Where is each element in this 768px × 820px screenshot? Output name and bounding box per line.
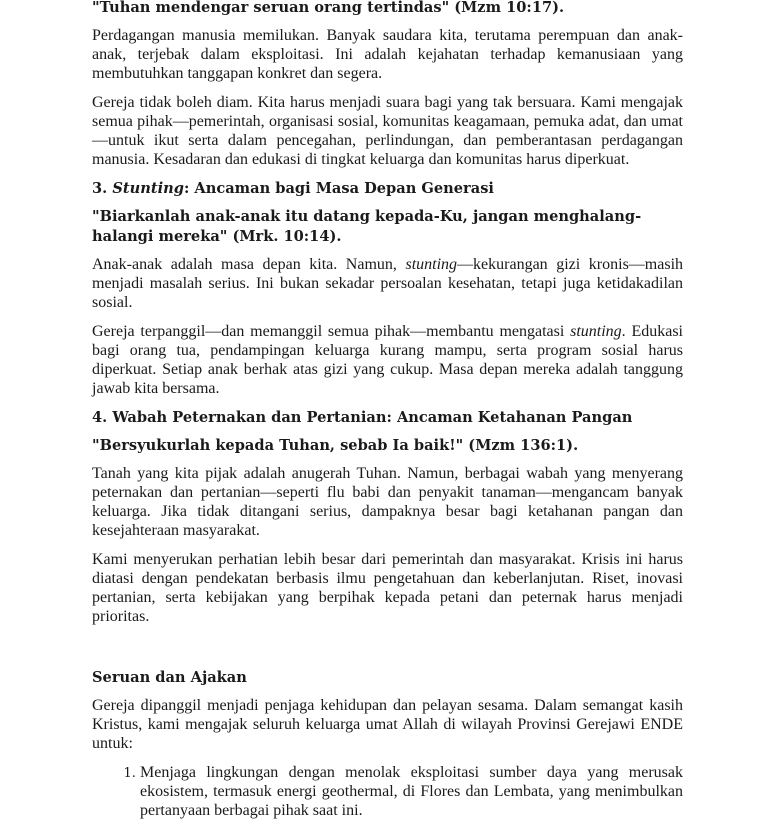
heading-italic: Stunting — [112, 180, 184, 197]
paragraph: Tanah yang kita pijak adalah anugerah Tuhan. Namun, berbagai wabah yang menyerang peternakan dan pertanian—seperti flu babi dan penyakit tanaman—mengancam banyak keluarga. Jika tidak ditangani serius, dampaknya besar bagi ketahanan pangan dan kesejahteraan masyarakat. — [92, 465, 683, 539]
paragraph: Perdagangan manusia memilukan. Banyak saudara kita, terutama perempuan dan anak-anak, terjebak dalam eksploitasi. Ini adalah kejahatan terhadap kemanusiaan yang membutuhkan tanggapan konkret dan segera. — [92, 27, 683, 82]
section-heading-stunting — [92, 179, 683, 199]
italic-text: stunting — [405, 256, 458, 273]
text: —kekurangan gizi kronis—masih menjadi masalah serius. Ini bukan sekadar persoalan kesehatan, tetapi juga ketidakadilan sosial. — [92, 256, 684, 311]
numbered-list — [92, 763, 683, 820]
paragraph: Gereja dipanggil menjadi penjaga kehidupan dan pelayan sesama. Dalam semangat kasih Kristus, kami mengajak seluruh keluarga umat Allah di wilayah Provinsi Gerejawi ENDE untuk: — [92, 697, 683, 752]
scripture-quote: "Bersyukurlah kepada Tuhan, sebab Ia baik!" (Mzm 136:1). — [92, 437, 579, 454]
section-heading-wabah: 4. Wabah Peternakan dan Pertanian: Ancaman Ketahanan Pangan — [92, 409, 633, 426]
list-item: 1. Menjaga lingkungan dengan menolak eksploitasi sumber daya yang merusak ekosistem, termasuk energi geothermal, di Flores dan Lembata, yang menimbulkan pertanyaan berbagai pihak saat ini. — [140, 763, 683, 820]
document-page — [92, 0, 683, 820]
text: . Edukasi bagi orang tua, pendampingan keluarga kurang mampu, serta program sosial harus diperkuat. Setiap anak berhak atas gizi yang cukup. Masa depan mereka adalah tanggung jawab kita bersama. — [92, 323, 683, 397]
paragraph — [92, 255, 683, 312]
scripture-quote: "Biarkanlah anak-anak itu datang kepada-Ku, jangan menghalang-halangi mereka" (Mrk. 10:14). — [92, 208, 642, 245]
paragraph: Kami menyerukan perhatian lebih besar dari pemerintah dan masyarakat. Krisis ini harus diatasi dengan pendekatan berbasis ilmu pengetahuan dan keberlanjutan. Riset, inovasi pertanian, serta kebijakan yang berpihak kepada petani dan peternak harus menjadi prioritas. — [92, 551, 683, 625]
heading-rest: : Ancaman bagi Masa Depan Generasi — [183, 180, 494, 197]
scripture-quote: "Tuhan mendengar seruan orang tertindas" (Mzm 10:17). — [92, 0, 565, 16]
paragraph — [92, 322, 683, 398]
italic-text: stunting — [570, 323, 622, 340]
text: Gereja terpanggil—dan memanggil semua pihak—membantu mengatasi — [92, 323, 571, 340]
section-heading-seruan: Seruan dan Ajakan — [92, 669, 247, 686]
text: Anak-anak adalah masa depan kita. Namun, — [92, 256, 406, 273]
heading-number: 3. — [92, 180, 113, 197]
paragraph: Gereja tidak boleh diam. Kita harus menjadi suara bagi yang tak bersuara. Kami mengajak semua pihak—pemerintah, organisasi sosial, komunitas keagamaan, pemuka adat, dan umat—untuk ikut serta dalam pencegahan, perlindungan, dan pemberantasan perdagangan manusia. Kesadaran dan edukasi di tingkat keluarga dan komunitas harus diperkuat. — [92, 94, 683, 168]
